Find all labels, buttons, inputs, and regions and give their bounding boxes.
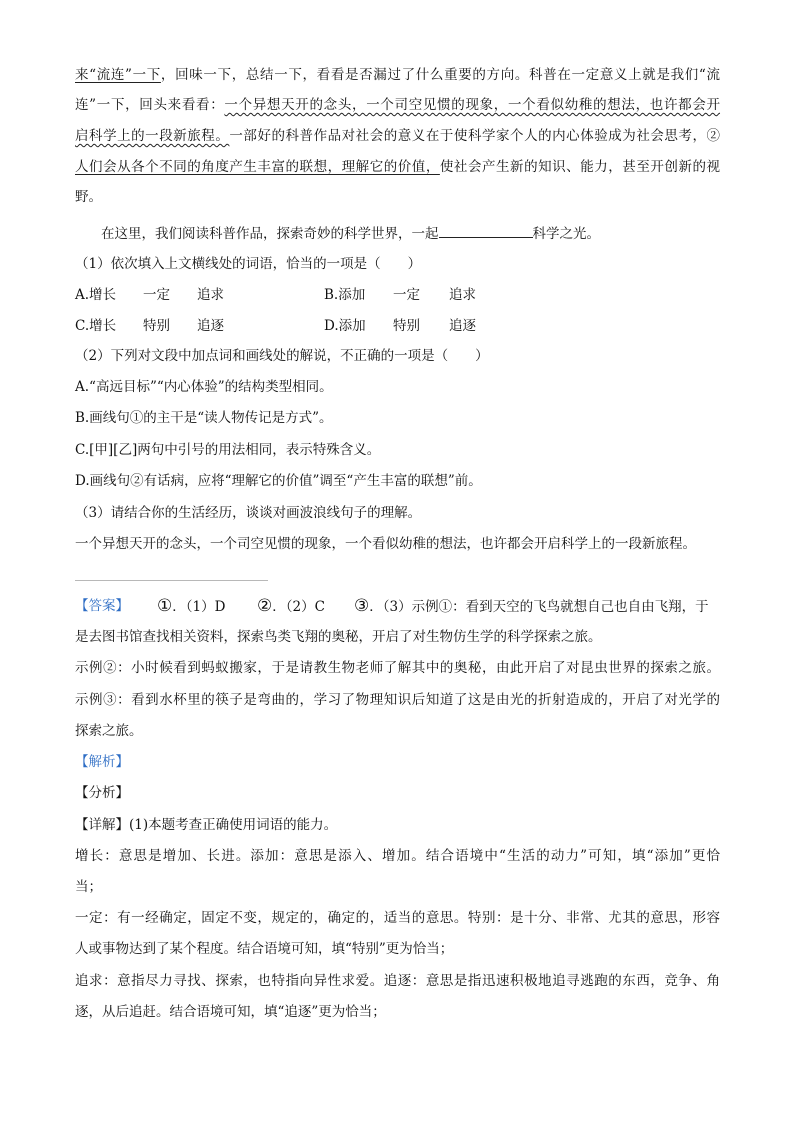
wavy-underlined-sentence: 一个异想天开的念头，一个司空见惯的现象，一个看似幼稚的想法，也许都会开 [224, 97, 721, 113]
option-c-word-2: 特别 [143, 318, 170, 334]
option-d-label: D.添加 [324, 318, 366, 334]
analysis-heading: 【解析】 [75, 754, 129, 770]
question-2-option-d: D.画线句②有话病，应将“理解它的价值”调至“产生丰富的联想”前。 [75, 473, 482, 489]
answer-text-1: ．（1）D [172, 599, 226, 615]
option-d-word-2: 特别 [393, 318, 420, 334]
option-c-word-3: 追逐 [197, 318, 224, 334]
answer-heading: 【答案】 [75, 598, 129, 614]
underlined-sentence-2: 人们会从各个不同的角度产生丰富的联想，理解它的价值， [75, 159, 440, 175]
answer-marker-2: ② [257, 596, 273, 616]
passage-line-3 [75, 126, 720, 146]
passage-closing [101, 222, 720, 242]
answer-example-3-end: 探索之旅。 [75, 723, 143, 739]
option-b-label: B.添加 [324, 287, 366, 303]
fill-in-blank [439, 222, 533, 238]
answer-line-1 [75, 596, 720, 616]
question-1-stem: （1）依次填入上文横线处的词语，恰当的一项是（ ） [75, 256, 422, 272]
answer-marker-1: ① [157, 596, 173, 616]
detail-intro-line [75, 815, 720, 835]
detail-intro: (1)本题考查正确使用词语的能力。 [129, 817, 338, 833]
option-a-label: A.增长 [75, 287, 117, 303]
answer-text-2: ．（2）C [272, 599, 325, 615]
analysis-subheading: 【分析】 [75, 785, 129, 801]
passage-line-4 [75, 157, 720, 177]
detail-line-5: 追求：意指尽力寻找、探索，也特指向异性求爱。追逐：意思是指迅速积极地追寻逃跑的东西，竞争、角 [75, 973, 720, 989]
option-b-word-3: 追求 [449, 287, 476, 303]
detail-line-2: 当； [75, 879, 102, 895]
closing-text: 在这里，我们阅读科普作品，探索奇妙的科学世界，一起 [101, 226, 439, 242]
detail-line-1: 增长：意思是增加、长进。添加：意思是添入、增加。结合语境中“生活的动力”可知，填“添加”更恰 [75, 848, 720, 864]
detail-line-4: 人或事物达到了某个程度。结合语境可知，填“特别”更为恰当； [75, 941, 454, 957]
question-3-quoted-sentence: 一个异想天开的念头，一个司空见惯的现象，一个看似幼稚的想法，也许都会开启科学上的一段新旅程。 [75, 536, 696, 552]
detail-label: 【详解】 [75, 817, 129, 833]
passage-text: 一部好的科普作品对社会的意义在于使科学家个人的内心体验成为社会思考，② [229, 128, 721, 144]
question-2-option-b: B.画线句①的主干是“读人物传记是方式”。 [75, 410, 333, 426]
answer-text-3: ．（3）示例①：看到天空的飞鸟就想自己也自由飞翔，于 [369, 599, 709, 615]
option-b-word-2: 一定 [393, 287, 420, 303]
answer-item-3 [354, 596, 709, 617]
answer-example-2: 示例②：小时候看到蚂蚁搬家，于是请教生物老师了解其中的奥秘，由此开启了对昆虫世界的探索之旅。 [75, 660, 720, 676]
wavy-underlined-sentence: 启科学上的一段新旅程。 [75, 128, 230, 144]
passage-text: ，回味一下，总结一下，看看是否漏过了什么重要的方向。科普在一定意义上就是我们“流 [160, 67, 720, 83]
option-c-label: C.增长 [75, 318, 117, 334]
passage-line-5: 野。 [75, 189, 102, 205]
passage-text: 连”一下，回头来看看： [75, 97, 225, 113]
question-2-option-a: A.“高远目标”“内心体验”的结构类型相同。 [75, 379, 333, 395]
question-1-options-row-2 [75, 316, 720, 336]
detail-line-6: 逐，从后追赶。结合语境可知，填“追逐”更为恰当； [75, 1004, 386, 1020]
question-2-option-c: C.[甲][乙]两句中引号的用法相同，表示特殊含义。 [75, 442, 381, 458]
section-divider [75, 580, 268, 581]
passage-line-2 [75, 95, 720, 115]
passage-line-1 [75, 65, 720, 85]
option-a-word-3: 追求 [197, 287, 224, 303]
question-3-stem: （3）请结合你的生活经历，谈谈对画波浪线句子的理解。 [75, 505, 422, 521]
answer-item-1 [157, 596, 225, 617]
answer-example-3: 示例③：看到水杯里的筷子是弯曲的，学习了物理知识后知道了这是由光的折射造成的，开启了对光学的 [75, 692, 720, 708]
detail-line-3: 一定：有一经确定，固定不变，规定的，确定的，适当的意思。特别：是十分、非常、尤其的意思，形容 [75, 910, 720, 926]
option-d-word-3: 追逐 [449, 318, 476, 334]
question-1-options-row-1 [75, 285, 720, 305]
passage-text: 使社会产生新的知识、能力，甚至开创新的视 [439, 159, 721, 175]
option-a-word-2: 一定 [143, 287, 170, 303]
answer-line-2: 是去图书馆查找相关资料，探索鸟类飞翔的奥秘，开启了对生物仿生学的科学探索之旅。 [75, 629, 602, 645]
question-2-stem: （2）下列对文段中加点词和画线处的解说，不正确的一项是（ ） [75, 348, 489, 364]
answer-marker-3: ③ [354, 596, 370, 616]
closing-text-end: 科学之光。 [532, 226, 600, 242]
answer-item-2 [257, 596, 325, 617]
underlined-phrase: 来“流连”一下 [75, 67, 161, 83]
